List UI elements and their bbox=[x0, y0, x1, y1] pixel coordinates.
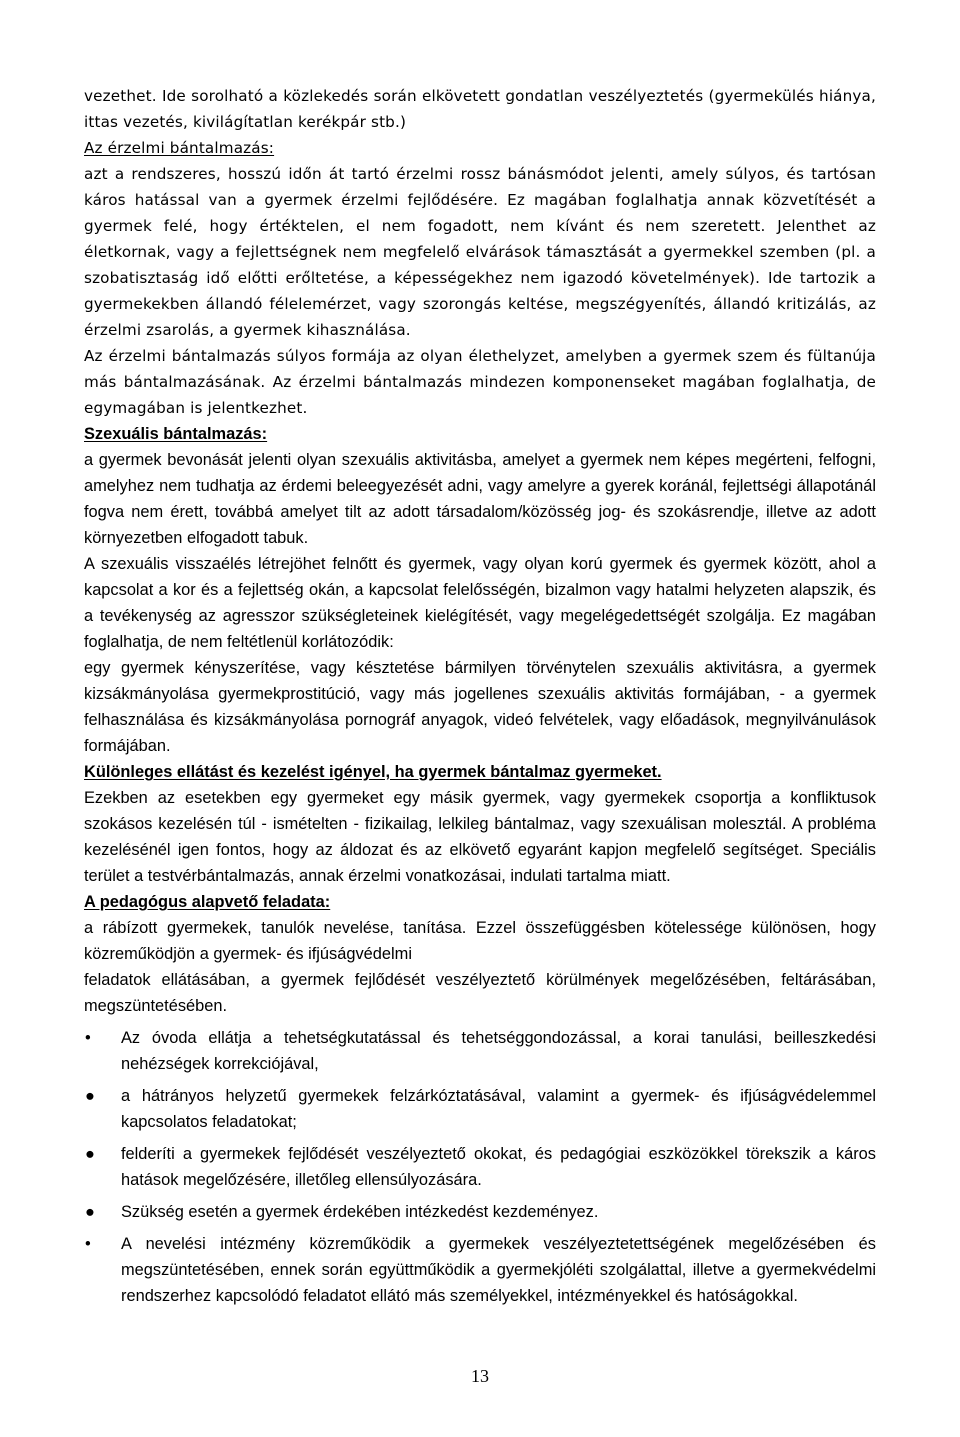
bullet-icon: • bbox=[85, 1029, 91, 1047]
bullet-list bbox=[84, 1025, 876, 1309]
section-heading: Különleges ellátást és kezelést igényel, ha gyermek bántalmaz gyermeket. bbox=[84, 763, 662, 781]
list-item bbox=[85, 1231, 876, 1309]
page-number: 13 bbox=[471, 1366, 489, 1386]
paragraph: azt a rendszeres, hosszú időn át tartó érzelmi rossz bánásmódot jelenti, amely súlyos, és tartósan káros hatással van a gyermek érzelmi fejlődésére. Ez magában foglalhatja annak közvetítését a gyermek felé, hogy értéktelen, el nem fogadott, nem kívánt és nem szeretett. Jelenthet az életkornak, vagy a fejlettségnek nem megfelelő elvárások támasztását a gyermekkel szemben (pl. a szobatisztaság idő előtti erőltetése, a képességekhez nem igazodó követelmények). Ide tartozik a gyermekekben állandó félelemérzet, vagy szorongás keltése, megszégyenítés, állandó kritizálás, az érzelmi zsarolás, a gyermek kihasználása. bbox=[84, 165, 876, 339]
paragraph: Ezekben az esetekben egy gyermeket egy másik gyermek, vagy gyermekek csoportja a konfliktusok szokásos kezelésén túl - ismételten - fizikailag, lelkileg bántalmaz, vagy szexuálisan molesztál. A probléma kezelésénél igen fontos, hogy az áldozat és az elkövető egyaránt kapjon megfelelő segítséget. Speciális terület a testvérbántalmazás, annak érzelmi vonatkozásai, indulati tartalma miatt. bbox=[84, 789, 876, 885]
list-item-text: felderíti a gyermekek fejlődését veszélyeztető okokat, és pedagógiai eszközökkel törekszik a káros hatások megelőzésére, illetőleg ellensúlyozására. bbox=[121, 1145, 876, 1189]
bullet-icon: • bbox=[85, 1235, 91, 1253]
bullet-icon: ● bbox=[85, 1203, 95, 1221]
paragraph: Az érzelmi bántalmazás súlyos formája az olyan élethelyzet, amelyben a gyermek szem és fültanúja más bántalmazásának. Az érzelmi bántalmazás mindezen komponenseket magában foglalhatja, de egymagában is jelentkezhet. bbox=[84, 347, 876, 417]
bullet-icon: ● bbox=[85, 1145, 95, 1163]
list-item-text: Szükség esetén a gyermek érdekében intézkedést kezdeményez. bbox=[121, 1203, 599, 1221]
paragraph: feladatok ellátásában, a gyermek fejlődését veszélyeztető körülmények megelőzésében, feltárásában, megszüntetésében. bbox=[84, 971, 876, 1015]
paragraph: A szexuális visszaélés létrejöhet felnőtt és gyermek, vagy olyan korú gyermek és gyermek között, ahol a kapcsolat a kor és a fejlettség okán, a kapcsolat felelősségén, bizalmon vagy hatalmi helyzeten alapszik, és a tevékenység az agresszor szükségleteinek kielégítését, vagy megelégedettségét szolgálja. Ez magában foglalhatja, de nem feltétlenül korlátozódik: bbox=[84, 555, 876, 651]
section-heading: A pedagógus alapvető feladata: bbox=[84, 893, 331, 911]
list-item-text: Az óvoda ellátja a tehetségkutatással és tehetséggondozással, a korai tanulási, beilleszkedési nehézségek korrekciójával, bbox=[121, 1029, 876, 1073]
list-item-text: A nevelési intézmény közreműködik a gyermekek veszélyeztetettségének megelőzésében és megszüntetésében, ennek során együttműködik a gyermekjóléti szolgálattal, illetve a gyermekvédelmi rendszerhez kapcsolódó feladatot ellátó más személyekkel, intézményekkel és hatóságokkal. bbox=[121, 1235, 876, 1305]
list-item bbox=[85, 1141, 876, 1193]
paragraph: egy gyermek kényszerítése, vagy késztetése bármilyen törvénytelen szexuális aktivitásra, a gyermek kizsákmányolása gyermekprostitúció, vagy más jogellenes szexuális aktivitás formájában, - a gyermek felhasználása és kizsákmányolása pornográf anyagok, videó felvételek, vagy előadások, megnyilvánulások formájában. bbox=[84, 659, 876, 755]
paragraph: a rábízott gyermekek, tanulók nevelése, tanítása. Ezzel összefüggésben kötelessége különösen, hogy közreműködjön a gyermek- és ifjúságvédelmi bbox=[84, 919, 876, 963]
paragraph: vezethet. Ide sorolható a közlekedés során elkövetett gondatlan veszélyeztetés (gyermekülés hiánya, ittas vezetés, kivilágítatlan kerékpár stb.) bbox=[84, 87, 876, 131]
document-page bbox=[84, 83, 876, 1309]
list-item bbox=[85, 1025, 876, 1077]
paragraph: a gyermek bevonását jelenti olyan szexuális aktivitásba, amelyet a gyermek nem képes megérteni, felfogni, amelyhez nem tudhatja az érdemi beleegyezését adni, vagy amelyre a gyerek koránál, fejlettségi állapotánál fogva nem érett, továbbá amelyet tilt az adott társadalom/közösség jog- és szokásrendje, illetve az adott környezetben elfogadott tabuk. bbox=[84, 451, 876, 547]
list-item-text: a hátrányos helyzetű gyermekek felzárkóztatásával, valamint a gyermek- és ifjúságvédelemmel kapcsolatos feladatokat; bbox=[121, 1087, 876, 1131]
section-heading: Az érzelmi bántalmazás: bbox=[84, 139, 275, 157]
section-heading: Szexuális bántalmazás: bbox=[84, 425, 268, 443]
list-item bbox=[85, 1199, 876, 1225]
bullet-icon: ● bbox=[85, 1087, 95, 1105]
list-item bbox=[85, 1083, 876, 1135]
